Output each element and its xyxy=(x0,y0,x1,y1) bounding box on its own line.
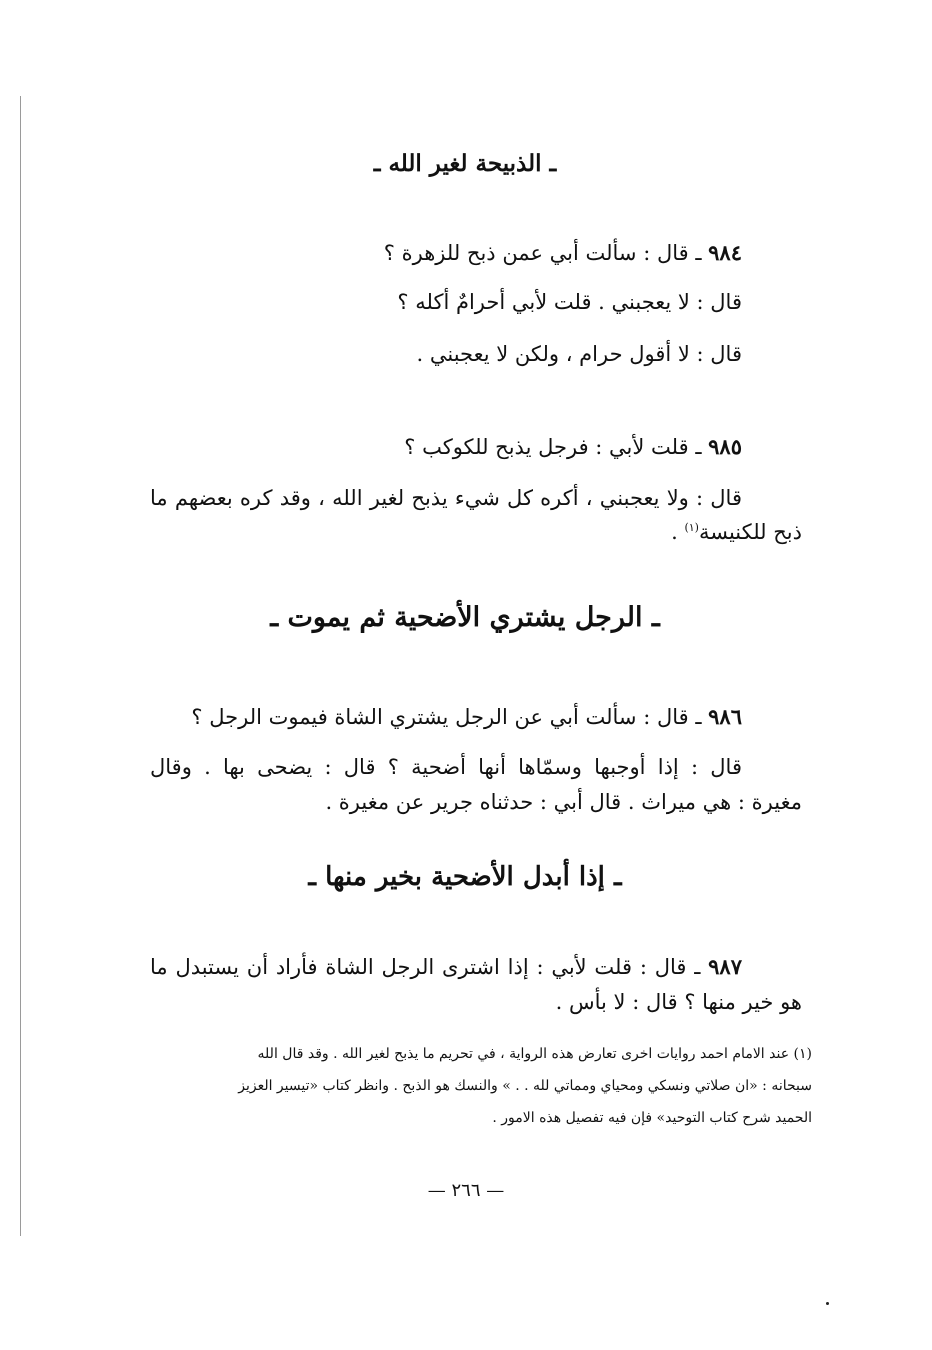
speck-mark xyxy=(826,1302,829,1305)
entry-985-line-2: قال : ولا يعجبني ، أكره كل شيء يذبح لغير الله ، وقد كره بعضهم ما xyxy=(150,486,742,510)
entry-984-line-2: قال : لا يعجبني . قلت لأبي أحرامٌ أكله ؟ xyxy=(397,290,742,314)
footnote-line-3: الحميد شرح كتاب التوحيد» فإن فيه تفصيل هذه الامور . xyxy=(492,1110,812,1126)
entry-number-984: ٩٨٤ xyxy=(708,240,742,265)
section-heading-exchange-sacrifice-for-better: ـ إذا أبدل الأضحية بخير منها ـ xyxy=(308,862,622,892)
entry-number-987: ٩٨٧ xyxy=(708,954,742,979)
entry-987-line-2: هو خير منها ؟ قال : لا بأس . xyxy=(555,990,802,1014)
entry-number-986: ٩٨٦ xyxy=(708,704,742,729)
entry-986-line-2: قال : إذا أوجبها وسمّاها أنها أضحية ؟ قال : يضحى بها . وقال xyxy=(150,755,742,779)
entry-985-line-3 xyxy=(671,520,802,544)
footnote-line-2: سبحانه : «ان صلاتي ونسكي ومحياي ومماتي لله . . » والنسك هو الذبح . وانظر كتاب «تيسير العزيز xyxy=(238,1078,812,1094)
section-heading-man-buys-sacrifice-then-dies: ـ الرجل يشتري الأضحية ثم يموت ـ xyxy=(270,602,660,633)
entry-985-text-1: ـ قلت لأبي : فرجل يذبح للكوكب ؟ xyxy=(404,435,709,459)
entry-987-line-1 xyxy=(150,954,742,979)
entry-987-text-1: ـ قال : قلت لأبي : إذا اشترى الرجل الشاة فأراد أن يستبدل ما xyxy=(150,955,709,979)
page-edge-line xyxy=(20,96,21,1236)
entry-986-text-1: ـ قال : سألت أبي عن الرجل يشتري الشاة فيموت الرجل ؟ xyxy=(191,705,709,729)
footnote-line-1: (١) عند الامام احمد روايات اخرى تعارض هذه الرواية ، في تحريم ما يذبح لغير الله . وقد قال الله xyxy=(257,1046,812,1062)
footnote-reference-1: (١) xyxy=(684,521,699,534)
entry-984-line-3: قال : لا أقول حرام ، ولكن لا يعجبني . xyxy=(416,342,742,366)
entry-number-985: ٩٨٥ xyxy=(708,434,742,459)
entry-986-line-3: مغيرة : هي ميراث . قال أبي : حدثناه جرير عن مغيرة . xyxy=(325,790,802,814)
entry-984-text-1: ـ قال : سألت أبي عمن ذبح للزهرة ؟ xyxy=(383,241,709,265)
entry-986-line-1 xyxy=(191,704,742,729)
entry-985-text-3-end: . xyxy=(671,520,685,544)
section-heading-slaughter-for-other-than-god: ـ الذبيحة لغير الله ـ xyxy=(373,150,557,177)
entry-984-line-1 xyxy=(384,240,742,265)
entry-985-line-1 xyxy=(404,434,742,459)
page-number: — ٢٦٦ — xyxy=(427,1180,505,1201)
entry-985-text-3: ذبح للكنيسة xyxy=(698,520,802,544)
